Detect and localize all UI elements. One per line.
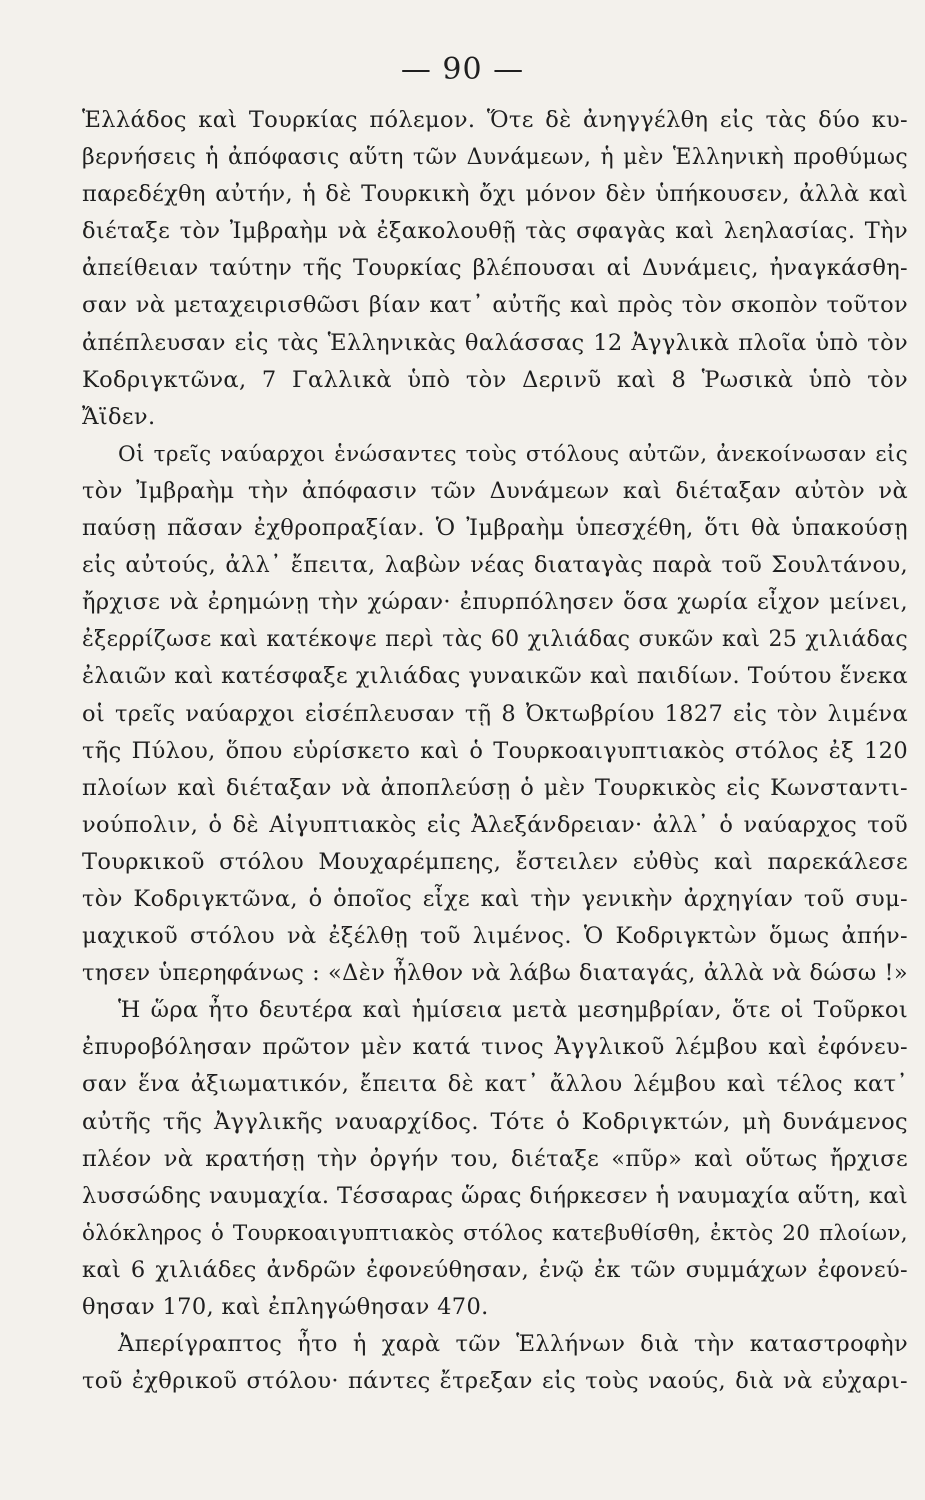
text-line: οἱ τρεῖς ναύαρχοι εἰσέπλευσαν τῇ 8 Ὀκτωβρίου 1827 εἰς τὸν λιμένα: [82, 700, 908, 727]
paragraph-start-line: Οἱ τρεῖς ναύαρχοι ἑνώσαντες τοὺς στόλους αὐτῶν, ἀνεκοίνωσαν εἰς: [118, 441, 908, 467]
text-line: παρεδέχθη αὐτήν, ἡ δὲ Τουρκικὴ ὄχι μόνον δὲν ὑπήκουσεν, ἀλλὰ καὶ: [82, 181, 908, 208]
text-line: σαν νὰ μεταχειρισθῶσι βίαν κατ᾽ αὐτῆς καὶ πρὸς τὸν σκοπὸν τοῦτον: [82, 292, 908, 319]
text-line: Κοδριγκτῶνα, 7 Γαλλικὰ ὑπὸ τὸν Δερινῦ καὶ 8 Ῥωσικὰ ὑπὸ τὸν: [82, 366, 908, 393]
text-line: Ἑλλάδος καὶ Τουρκίας πόλεμον. Ὅτε δὲ ἀνηγγέλθη εἰς τὰς δύο κυ-: [82, 107, 908, 133]
paragraph-start-line: Ἀπερίγραπτος ἦτο ἡ χαρὰ τῶν Ἑλλήνων διὰ τὴν καταστροφὴν: [118, 1331, 908, 1358]
text-line: σαν ἕνα ἀξιωματικόν, ἔπειτα δὲ κατ᾽ ἄλλου λέμβου καὶ τέλος κατ᾽: [82, 1071, 908, 1098]
text-line: μαχικοῦ στόλου νὰ ἐξέλθῃ τοῦ λιμένος. Ὁ Κοδριγκτὼν ὅμως ἀπήν-: [82, 923, 908, 950]
text-line: βερνήσεις ἡ ἀπόφασις αὕτη τῶν Δυνάμεων, ἡ μὲν Ἑλληνικὴ προθύμως: [82, 145, 908, 171]
text-line: καὶ 6 χιλιάδες ἀνδρῶν ἐφονεύθησαν, ἐνῷ ἐκ τῶν συμμάχων ἐφονεύ-: [82, 1256, 908, 1283]
text-line: ἐξερρίζωσε καὶ κατέκοψε περὶ τὰς 60 χιλιάδας συκῶν καὶ 25 χιλιάδας: [82, 627, 908, 653]
text-line: εἰς αὐτούς, ἀλλ᾽ ἔπειτα, λαβὼν νέας διαταγὰς παρὰ τοῦ Σουλτάνου,: [82, 552, 908, 579]
paragraph-start-line: Ἡ ὥρα ἦτο δευτέρα καὶ ἡμίσεια μετὰ μεσημβρίαν, ὅτε οἱ Τοῦρκοι: [118, 997, 908, 1024]
text-line: Τουρκικοῦ στόλου Μουχαρέμπεης, ἔστειλεν εὐθὺς καὶ παρεκάλεσε: [82, 848, 908, 875]
text-line: παύσῃ πᾶσαν ἐχθροπραξίαν. Ὁ Ἰμβραὴμ ὑπεσχέθη, ὅτι θὰ ὑπακούσῃ: [82, 515, 908, 542]
text-line: τὸν Ἰμβραὴμ τὴν ἀπόφασιν τῶν Δυνάμεων καὶ διέταξαν αὐτὸν νὰ: [82, 477, 908, 504]
text-line: ἀπέπλευσαν εἰς τὰς Ἑλληνικὰς θαλάσσας 12 Ἀγγλικὰ πλοῖα ὑπὸ τὸν: [82, 329, 908, 356]
text-line: ἐλαιῶν καὶ κατέσφαξε χιλιάδας γυναικῶν καὶ παιδίων. Τούτου ἕνεκα: [82, 663, 908, 690]
text-line: τοῦ ἐχθρικοῦ στόλου· πάντες ἔτρεξαν εἰς τοὺς ναούς, διὰ νὰ εὐχαρι-: [82, 1368, 908, 1395]
page-number: — 90 —: [400, 52, 525, 87]
text-line: θησαν 170, καὶ ἐπληγώθησαν 470.: [82, 1294, 489, 1320]
text-line: ὁλόκληρος ὁ Τουρκοαιγυπτιακὸς στόλος κατεβυθίσθη, ἐκτὸς 20 πλοίων,: [82, 1220, 908, 1246]
text-line: τησεν ὑπερηφάνως : «Δὲν ἦλθον νὰ λάβω διαταγάς, ἀλλὰ νὰ δώσω !»: [82, 960, 908, 987]
text-line: ἀπείθειαν ταύτην τῆς Τουρκίας βλέπουσαι αἱ Δυνάμεις, ἠναγκάσθη-: [82, 255, 908, 282]
body-text: [82, 102, 908, 1400]
text-line: ἐπυροβόλησαν πρῶτον μὲν κατά τινος Ἀγγλικοῦ λέμβου καὶ ἐφόνευ-: [82, 1034, 908, 1061]
text-line: τὸν Κοδριγκτῶνα, ὁ ὁποῖος εἶχε καὶ τὴν γενικὴν ἀρχηγίαν τοῦ συμ-: [82, 885, 908, 912]
text-line: τῆς Πύλου, ὅπου εὑρίσκετο καὶ ὁ Τουρκοαιγυπτιακὸς στόλος ἐξ 120: [82, 737, 908, 764]
text-line: Ἄϊδεν.: [82, 403, 156, 430]
text-line: ἤρχισε νὰ ἐρημώνῃ τὴν χώραν· ἐπυρπόλησεν ὅσα χωρία εἶχον μείνει,: [82, 589, 908, 616]
text-line: πλοίων καὶ διέταξαν νὰ ἀποπλεύσῃ ὁ μὲν Τουρκικὸς εἰς Κωνσταντι-: [82, 774, 908, 801]
text-line: αὐτῆς τῆς Ἀγγλικῆς ναυαρχίδος. Τότε ὁ Κοδριγκτών, μὴ δυνάμενος: [82, 1108, 908, 1135]
text-line: λυσσώδης ναυμαχία. Τέσσαρας ὥρας διήρκεσεν ἡ ναυμαχία αὕτη, καὶ: [82, 1182, 908, 1209]
text-line: διέταξε τὸν Ἰμβραὴμ νὰ ἐξακολουθῇ τὰς σφαγὰς καὶ λεηλασίας. Τὴν: [82, 218, 908, 245]
text-line: πλέον νὰ κρατήσῃ τὴν ὀργήν του, διέταξε «πῦρ» καὶ οὕτως ἤρχισε: [82, 1145, 908, 1172]
text-line: νούπολιν, ὁ δὲ Αἰγυπτιακὸς εἰς Ἀλεξάνδρειαν· ἀλλ᾽ ὁ ναύαρχος τοῦ: [82, 811, 908, 838]
